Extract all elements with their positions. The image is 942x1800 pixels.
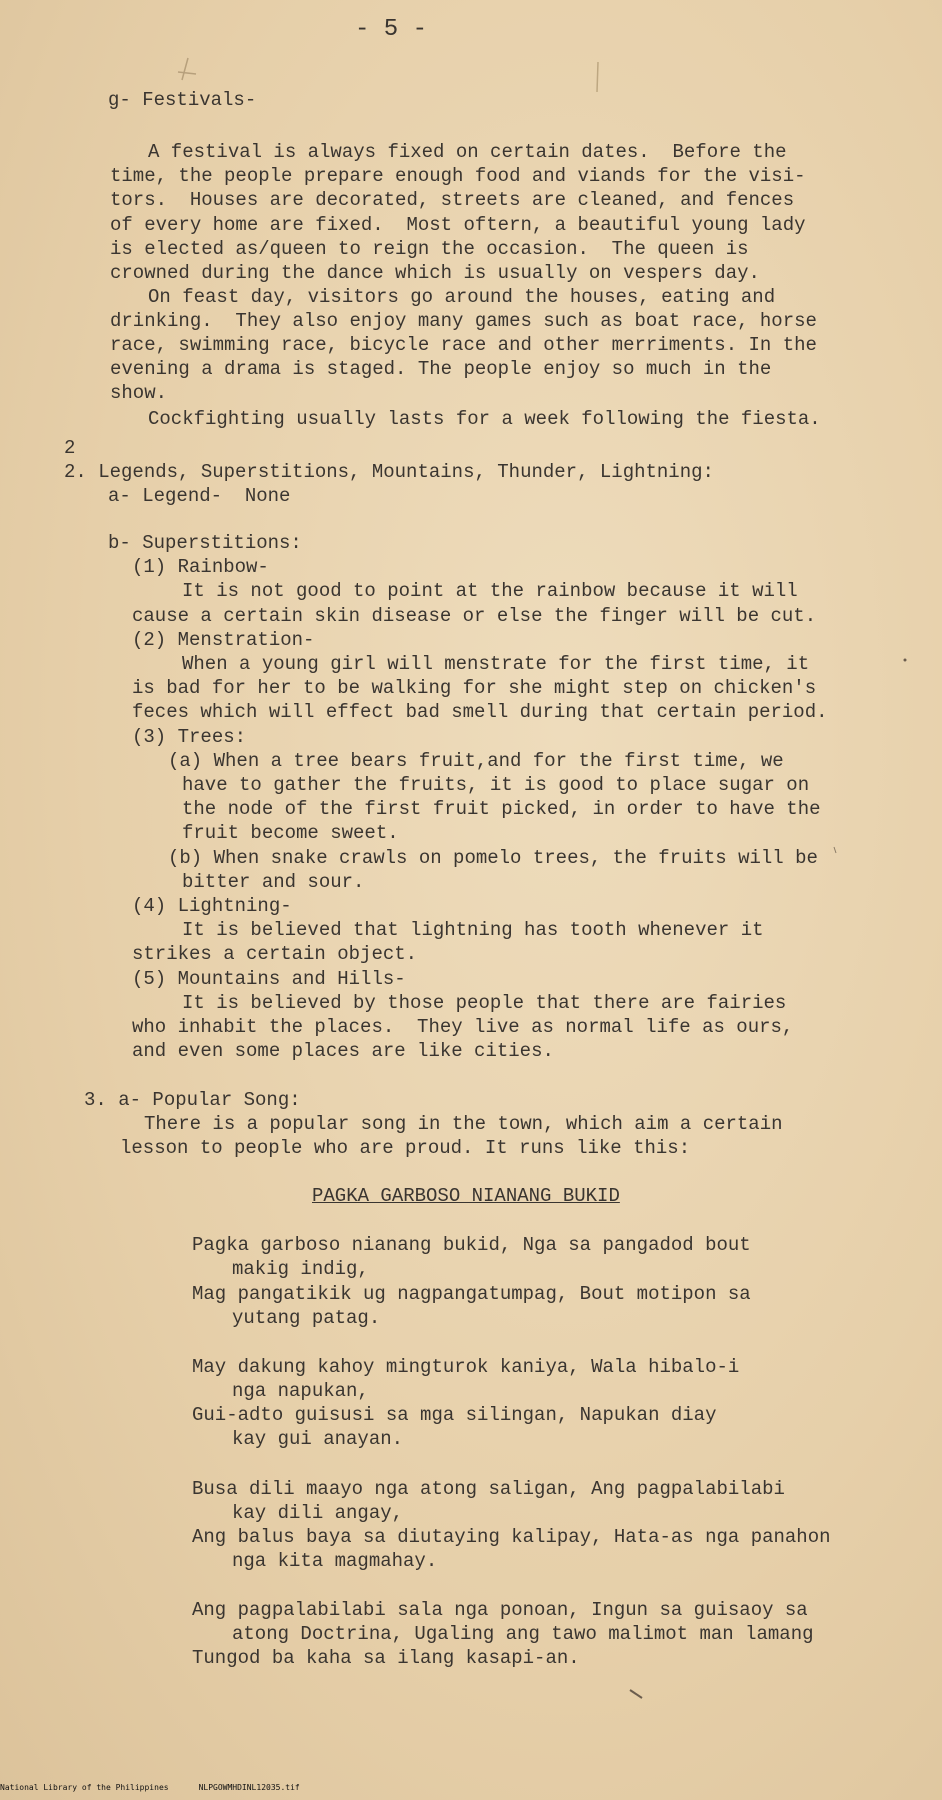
trees-b-line: bitter and sour. xyxy=(182,871,365,893)
mountains-line: It is believed by those people that there are fairies xyxy=(182,992,787,1014)
rainbow-heading: (1) Rainbow- xyxy=(132,556,269,578)
mountains-line: who inhabit the places. They live as normal life as ours, xyxy=(132,1016,794,1038)
song-line: Ang pagpalabilabi sala nga ponoan, Ingun sa guisaoy sa xyxy=(192,1599,808,1621)
rainbow-line: It is not good to point at the rainbow because it will xyxy=(182,580,798,602)
song-line: Tungod ba kaha sa ilang kasapi-an. xyxy=(192,1647,580,1669)
menstration-line: is bad for her to be walking for she might step on chicken's xyxy=(132,677,817,699)
margin-number: 2 xyxy=(64,437,76,459)
song-title: PAGKA GARBOSO NIANANG BUKID xyxy=(312,1185,620,1207)
festivals-line: crowned during the dance which is usually on vespers day. xyxy=(110,262,760,284)
song-line: Ang balus baya sa diutaying kalipay, Hata-as nga panahon xyxy=(192,1526,831,1548)
legend-line: a- Legend- None xyxy=(108,485,291,507)
festivals-line: Cockfighting usually lasts for a week following the fiesta. xyxy=(148,408,821,430)
footer-file-id: NLPGOWMHDINL12035.tif xyxy=(198,1783,300,1792)
song-line: atong Doctrina, Ugaling ang tawo malimot man lamang xyxy=(232,1623,814,1645)
mountains-heading: (5) Mountains and Hills- xyxy=(132,968,406,990)
menstration-heading: (2) Menstration- xyxy=(132,629,315,651)
festivals-line: On feast day, visitors go around the houses, eating and xyxy=(148,286,776,308)
trees-b-line: (b) When snake crawls on pomelo trees, the fruits will be xyxy=(168,847,818,869)
festivals-line: drinking. They also enjoy many games such as boat race, horse xyxy=(110,310,817,332)
song-line: Mag pangatikik ug nagpangatumpag, Bout motipon sa xyxy=(192,1283,751,1305)
song-intro-line: There is a popular song in the town, which aim a certain xyxy=(144,1113,783,1135)
song-line: kay dili angay, xyxy=(232,1502,404,1524)
festivals-heading: g- Festivals- xyxy=(108,89,257,111)
lightning-line: strikes a certain object. xyxy=(132,943,418,965)
footer-library: National Library of the Philippines xyxy=(0,1783,169,1792)
song-line: kay gui anayan. xyxy=(232,1428,404,1450)
song-line: May dakung kahoy mingturok kaniya, Wala hibalo-i xyxy=(192,1356,740,1378)
trees-heading: (3) Trees: xyxy=(132,726,247,748)
song-line: Pagka garboso nianang bukid, Nga sa pangadod bout xyxy=(192,1234,751,1256)
scan-footer xyxy=(0,1783,330,1792)
song-line: Gui-adto guisusi sa mga silingan, Napukan diay xyxy=(192,1404,717,1426)
song-line: nga napukan, xyxy=(232,1380,369,1402)
section2-heading: 2. Legends, Superstitions, Mountains, Thunder, Lightning: xyxy=(64,461,714,483)
trees-a-line: fruit become sweet. xyxy=(182,822,399,844)
section3-heading: 3. a- Popular Song: xyxy=(84,1089,301,1111)
menstration-line: feces which will effect bad smell during that certain period. xyxy=(132,701,828,723)
festivals-line: evening a drama is staged. The people enjoy so much in the xyxy=(110,358,772,380)
festivals-line: of every home are fixed. Most oftern, a beautiful young lady xyxy=(110,214,806,236)
mountains-line: and even some places are like cities. xyxy=(132,1040,554,1062)
song-intro-line: lesson to people who are proud. It runs like this: xyxy=(120,1137,691,1159)
festivals-line: A festival is always fixed on certain dates. Before the xyxy=(148,141,787,163)
lightning-line: It is believed that lightning has tooth whenever it xyxy=(182,919,764,941)
festivals-line: tors. Houses are decorated, streets are cleaned, and fences xyxy=(110,189,795,211)
song-line: nga kita magmahay. xyxy=(232,1550,438,1572)
festivals-line: race, swimming race, bicycle race and other merriments. In the xyxy=(110,334,817,356)
trees-a-line: have to gather the fruits, it is good to place sugar on xyxy=(182,774,810,796)
lightning-heading: (4) Lightning- xyxy=(132,895,292,917)
festivals-line: time, the people prepare enough food and viands for the visi- xyxy=(110,165,806,187)
menstration-line: When a young girl will menstrate for the first time, it xyxy=(182,653,810,675)
festivals-line: is elected as/queen to reign the occasion. The queen is xyxy=(110,238,749,260)
trees-a-line: (a) When a tree bears fruit,and for the first time, we xyxy=(168,750,784,772)
song-line: makig indig, xyxy=(232,1258,369,1280)
festivals-line: show. xyxy=(110,382,168,404)
rainbow-line: cause a certain skin disease or else the finger will be cut. xyxy=(132,605,817,627)
superstitions-heading: b- Superstitions: xyxy=(108,532,302,554)
trees-a-line: the node of the first fruit picked, in order to have the xyxy=(182,798,821,820)
song-line: Busa dili maayo nga atong saligan, Ang pagpalabilabi xyxy=(192,1478,785,1500)
song-line: yutang patag. xyxy=(232,1307,381,1329)
page-number: - 5 - xyxy=(355,16,428,43)
